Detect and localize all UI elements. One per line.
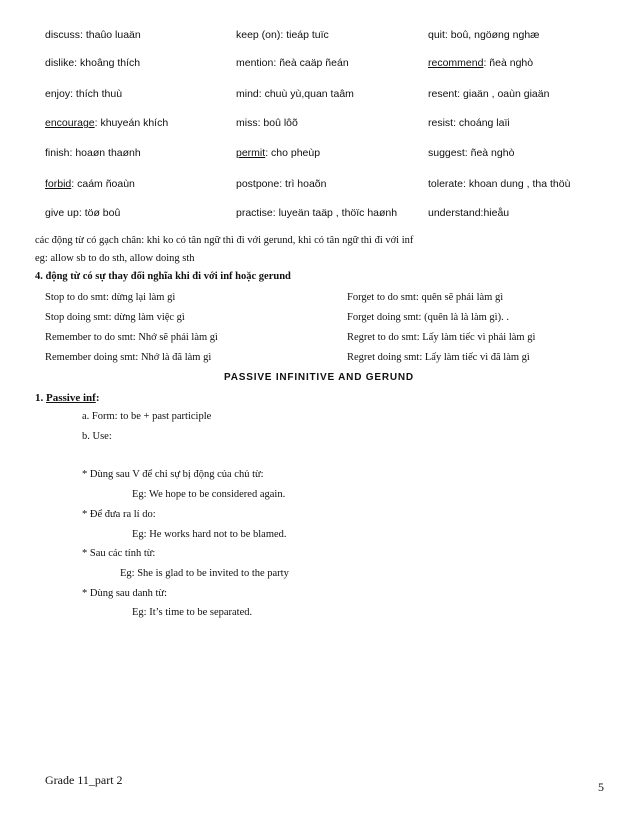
verb-cell: practise: luyeän taäp , thöïc haønh <box>236 207 398 219</box>
verb-cell: forbid: caám ñoaùn <box>45 178 135 190</box>
verb-cell: tolerate: khoan dung , tha thöù <box>428 178 571 190</box>
page-number: 5 <box>598 780 604 794</box>
verb-cell: quit: boû, ngöøng nghæ <box>428 29 540 41</box>
form-line: a. Form: to be + past participle <box>82 411 212 422</box>
verb-cell: resist: choáng laïi <box>428 117 510 129</box>
use-line: b. Use: <box>82 431 112 442</box>
verb-cell: discuss: thaûo luaän <box>45 29 141 41</box>
verb-cell: permit: cho pheùp <box>236 147 321 159</box>
verb-cell: miss: boû lôõ <box>236 117 298 129</box>
meaning-right: Regret doing smt: Lấy làm tiếc vì đã làm gì <box>347 352 530 363</box>
use-rule: * Dùng sau V để chỉ sự bị động của chủ từ: <box>82 469 264 480</box>
use-example: Eg: We hope to be considered again. <box>132 489 286 500</box>
footer-label: Grade 11_part 2 <box>45 773 123 787</box>
verb-cell: finish: hoaøn thaønh <box>45 147 141 159</box>
use-example: Eg: She is glad to be invited to the party <box>120 568 289 579</box>
verb-cell: postpone: trì hoaõn <box>236 178 327 190</box>
meaning-left: Remember doing smt: Nhớ là đã làm gì <box>45 352 212 363</box>
meaning-left: Stop doing smt: dừng làm việc gì <box>45 312 185 323</box>
verb-cell: understand:hieåu <box>428 207 510 219</box>
meaning-right: Regret to do smt: Lấy làm tiếc vì phải làm gì <box>347 332 536 343</box>
use-rule: * Sau các tính từ: <box>82 548 156 559</box>
verb-cell: mind: chuù yù,quan taâm <box>236 88 354 100</box>
verb-cell: dislike: khoâng thích <box>45 57 141 69</box>
section-heading: 4. động từ có sự thay đổi nghĩa khi đi với inf hoặc gerund <box>35 271 291 282</box>
use-rule: * Dùng sau danh từ: <box>82 588 168 599</box>
use-rule: * Để đưa ra lí do: <box>82 509 156 520</box>
note-line: các động từ có gạch chân: khi ko có tân ngữ thì đi với gerund, khi có tân ngữ thì đi với inf <box>35 235 414 246</box>
meaning-right: Forget to do smt: quên sẽ phải làm gì <box>347 292 504 303</box>
verb-cell: mention: ñeà caäp ñeán <box>236 57 349 69</box>
meaning-left: Stop to do smt: dừng lại làm gì <box>45 292 176 303</box>
verb-cell: enjoy: thích thuù <box>45 88 123 100</box>
use-example: Eg: It’s time to be separated. <box>132 607 253 618</box>
verb-cell: keep (on): tieáp tuïc <box>236 29 329 41</box>
verb-cell: suggest: ñeà nghò <box>428 147 515 159</box>
meaning-right: Forget doing smt: (quên là là làm gì). . <box>347 312 509 323</box>
verb-cell: recommend: ñeà nghò <box>428 57 534 69</box>
example-line: eg: allow sb to do sth, allow doing sth <box>35 253 195 264</box>
verb-cell: resent: giaän , oaùn giaän <box>428 88 550 100</box>
subsection-heading: 1. Passive inf: <box>35 392 100 404</box>
verb-cell: encourage: khuyeán khích <box>45 117 169 129</box>
verb-cell: give up: töø boû <box>45 207 121 219</box>
section-title: PASSIVE INFINITIVE AND GERUND <box>224 372 414 383</box>
use-example: Eg: He works hard not to be blamed. <box>132 529 287 540</box>
meaning-left: Remember to do smt: Nhớ sẽ phải làm gì <box>45 332 218 343</box>
